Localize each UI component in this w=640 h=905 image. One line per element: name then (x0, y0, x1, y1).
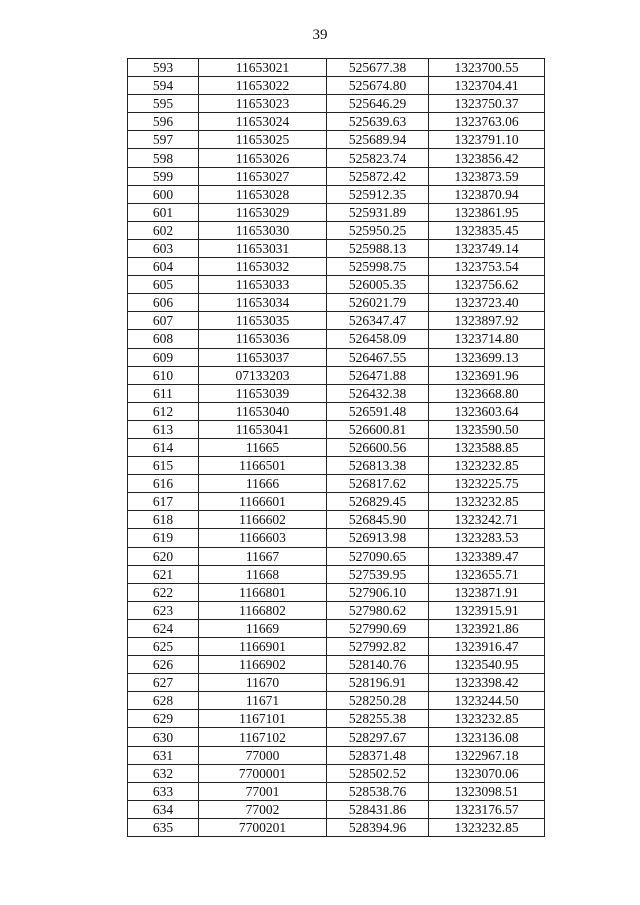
row-number-cell: 604 (128, 258, 199, 276)
x-coordinate-cell: 527539.95 (327, 565, 429, 583)
table-row (128, 583, 545, 601)
x-coordinate-cell: 526591.48 (327, 402, 429, 420)
y-coordinate-cell: 1323232.85 (429, 710, 545, 728)
row-number-cell: 611 (128, 384, 199, 402)
point-code-cell: 11653035 (199, 312, 327, 330)
point-code-cell: 11671 (199, 692, 327, 710)
point-code-cell: 77002 (199, 800, 327, 818)
x-coordinate-cell: 528255.38 (327, 710, 429, 728)
y-coordinate-cell: 1323699.13 (429, 348, 545, 366)
row-number-cell: 609 (128, 348, 199, 366)
table-row (128, 638, 545, 656)
point-code-cell: 11653022 (199, 77, 327, 95)
x-coordinate-cell: 525872.42 (327, 167, 429, 185)
point-code-cell: 1166802 (199, 601, 327, 619)
table-row (128, 728, 545, 746)
table-row (128, 95, 545, 113)
point-code-cell: 11653023 (199, 95, 327, 113)
y-coordinate-cell: 1323921.86 (429, 619, 545, 637)
y-coordinate-cell: 1323540.95 (429, 656, 545, 674)
point-code-cell: 11666 (199, 475, 327, 493)
table-row (128, 547, 545, 565)
y-coordinate-cell: 1323763.06 (429, 113, 545, 131)
row-number-cell: 593 (128, 59, 199, 77)
table-row (128, 457, 545, 475)
y-coordinate-cell: 1323098.51 (429, 782, 545, 800)
table-body (128, 59, 545, 837)
table-row (128, 601, 545, 619)
x-coordinate-cell: 526817.62 (327, 475, 429, 493)
y-coordinate-cell: 1323691.96 (429, 366, 545, 384)
y-coordinate-cell: 1323176.57 (429, 800, 545, 818)
y-coordinate-cell: 1323232.85 (429, 457, 545, 475)
row-number-cell: 627 (128, 674, 199, 692)
table-row (128, 366, 545, 384)
x-coordinate-cell: 525950.25 (327, 221, 429, 239)
point-code-cell: 1166801 (199, 583, 327, 601)
x-coordinate-cell: 526913.98 (327, 529, 429, 547)
row-number-cell: 615 (128, 457, 199, 475)
y-coordinate-cell: 1323791.10 (429, 131, 545, 149)
point-code-cell: 11653026 (199, 149, 327, 167)
row-number-cell: 594 (128, 77, 199, 95)
x-coordinate-cell: 528371.48 (327, 746, 429, 764)
x-coordinate-cell: 526600.56 (327, 438, 429, 456)
y-coordinate-cell: 1323283.53 (429, 529, 545, 547)
point-code-cell: 7700201 (199, 818, 327, 836)
x-coordinate-cell: 526845.90 (327, 511, 429, 529)
row-number-cell: 624 (128, 619, 199, 637)
point-code-cell: 11653036 (199, 330, 327, 348)
row-number-cell: 631 (128, 746, 199, 764)
x-coordinate-cell: 525823.74 (327, 149, 429, 167)
point-code-cell: 1166501 (199, 457, 327, 475)
row-number-cell: 598 (128, 149, 199, 167)
y-coordinate-cell: 1323588.85 (429, 438, 545, 456)
y-coordinate-cell: 1323835.45 (429, 221, 545, 239)
row-number-cell: 634 (128, 800, 199, 818)
y-coordinate-cell: 1323700.55 (429, 59, 545, 77)
y-coordinate-cell: 1323871.91 (429, 583, 545, 601)
row-number-cell: 608 (128, 330, 199, 348)
table-row (128, 402, 545, 420)
y-coordinate-cell: 1323870.94 (429, 185, 545, 203)
row-number-cell: 596 (128, 113, 199, 131)
table-row (128, 258, 545, 276)
table-row (128, 565, 545, 583)
table-row (128, 420, 545, 438)
x-coordinate-cell: 526021.79 (327, 294, 429, 312)
table-row (128, 782, 545, 800)
point-code-cell: 11667 (199, 547, 327, 565)
y-coordinate-cell: 1323856.42 (429, 149, 545, 167)
y-coordinate-cell: 1323749.14 (429, 239, 545, 257)
row-number-cell: 600 (128, 185, 199, 203)
x-coordinate-cell: 528297.67 (327, 728, 429, 746)
y-coordinate-cell: 1323704.41 (429, 77, 545, 95)
y-coordinate-cell: 1323603.64 (429, 402, 545, 420)
table-row (128, 692, 545, 710)
row-number-cell: 635 (128, 818, 199, 836)
point-code-cell: 11669 (199, 619, 327, 637)
y-coordinate-cell: 1323668.80 (429, 384, 545, 402)
coordinates-table (127, 58, 545, 837)
point-code-cell: 11670 (199, 674, 327, 692)
point-code-cell: 11653032 (199, 258, 327, 276)
x-coordinate-cell: 526432.38 (327, 384, 429, 402)
table-row (128, 203, 545, 221)
point-code-cell: 1166602 (199, 511, 327, 529)
table-row (128, 294, 545, 312)
point-code-cell: 77001 (199, 782, 327, 800)
y-coordinate-cell: 1323714.80 (429, 330, 545, 348)
x-coordinate-cell: 526458.09 (327, 330, 429, 348)
x-coordinate-cell: 525988.13 (327, 239, 429, 257)
row-number-cell: 618 (128, 511, 199, 529)
table-row (128, 529, 545, 547)
table-row (128, 438, 545, 456)
table-row (128, 276, 545, 294)
x-coordinate-cell: 526005.35 (327, 276, 429, 294)
y-coordinate-cell: 1323756.62 (429, 276, 545, 294)
x-coordinate-cell: 525912.35 (327, 185, 429, 203)
table-row (128, 818, 545, 836)
table-row (128, 493, 545, 511)
y-coordinate-cell: 1323232.85 (429, 493, 545, 511)
point-code-cell: 11653039 (199, 384, 327, 402)
point-code-cell: 1166902 (199, 656, 327, 674)
row-number-cell: 607 (128, 312, 199, 330)
x-coordinate-cell: 525639.63 (327, 113, 429, 131)
row-number-cell: 628 (128, 692, 199, 710)
row-number-cell: 632 (128, 764, 199, 782)
table-row (128, 475, 545, 493)
point-code-cell: 1167101 (199, 710, 327, 728)
x-coordinate-cell: 525998.75 (327, 258, 429, 276)
y-coordinate-cell: 1323873.59 (429, 167, 545, 185)
point-code-cell: 11665 (199, 438, 327, 456)
row-number-cell: 605 (128, 276, 199, 294)
row-number-cell: 621 (128, 565, 199, 583)
x-coordinate-cell: 526467.55 (327, 348, 429, 366)
table-row (128, 221, 545, 239)
y-coordinate-cell: 1323655.71 (429, 565, 545, 583)
y-coordinate-cell: 1323753.54 (429, 258, 545, 276)
x-coordinate-cell: 527990.69 (327, 619, 429, 637)
x-coordinate-cell: 525646.29 (327, 95, 429, 113)
x-coordinate-cell: 528250.28 (327, 692, 429, 710)
x-coordinate-cell: 526813.38 (327, 457, 429, 475)
x-coordinate-cell: 528538.76 (327, 782, 429, 800)
y-coordinate-cell: 1323750.37 (429, 95, 545, 113)
point-code-cell: 11653021 (199, 59, 327, 77)
table-row (128, 185, 545, 203)
row-number-cell: 599 (128, 167, 199, 185)
table-row (128, 764, 545, 782)
table-row (128, 619, 545, 637)
y-coordinate-cell: 1323136.08 (429, 728, 545, 746)
x-coordinate-cell: 528140.76 (327, 656, 429, 674)
x-coordinate-cell: 526471.88 (327, 366, 429, 384)
x-coordinate-cell: 525931.89 (327, 203, 429, 221)
y-coordinate-cell: 1323916.47 (429, 638, 545, 656)
y-coordinate-cell: 1323242.71 (429, 511, 545, 529)
point-code-cell: 11653040 (199, 402, 327, 420)
x-coordinate-cell: 528196.91 (327, 674, 429, 692)
x-coordinate-cell: 526829.45 (327, 493, 429, 511)
row-number-cell: 625 (128, 638, 199, 656)
y-coordinate-cell: 1322967.18 (429, 746, 545, 764)
y-coordinate-cell: 1323861.95 (429, 203, 545, 221)
table-row (128, 239, 545, 257)
table-row (128, 348, 545, 366)
x-coordinate-cell: 527906.10 (327, 583, 429, 601)
point-code-cell: 1166603 (199, 529, 327, 547)
row-number-cell: 620 (128, 547, 199, 565)
table-row (128, 710, 545, 728)
point-code-cell: 1166601 (199, 493, 327, 511)
y-coordinate-cell: 1323244.50 (429, 692, 545, 710)
point-code-cell: 11653034 (199, 294, 327, 312)
y-coordinate-cell: 1323389.47 (429, 547, 545, 565)
point-code-cell: 11653041 (199, 420, 327, 438)
point-code-cell: 11653030 (199, 221, 327, 239)
x-coordinate-cell: 528431.86 (327, 800, 429, 818)
table-row (128, 511, 545, 529)
row-number-cell: 597 (128, 131, 199, 149)
table-row (128, 131, 545, 149)
x-coordinate-cell: 525677.38 (327, 59, 429, 77)
y-coordinate-cell: 1323897.92 (429, 312, 545, 330)
page-number: 39 (312, 27, 328, 43)
row-number-cell: 614 (128, 438, 199, 456)
point-code-cell: 11653024 (199, 113, 327, 131)
point-code-cell: 1167102 (199, 728, 327, 746)
table-row (128, 167, 545, 185)
point-code-cell: 11653025 (199, 131, 327, 149)
table-row (128, 656, 545, 674)
point-code-cell: 1166901 (199, 638, 327, 656)
x-coordinate-cell: 527992.82 (327, 638, 429, 656)
y-coordinate-cell: 1323915.91 (429, 601, 545, 619)
y-coordinate-cell: 1323723.40 (429, 294, 545, 312)
table-row (128, 384, 545, 402)
row-number-cell: 595 (128, 95, 199, 113)
table-row (128, 312, 545, 330)
point-code-cell: 07133203 (199, 366, 327, 384)
table-row (128, 113, 545, 131)
point-code-cell: 11653028 (199, 185, 327, 203)
x-coordinate-cell: 527090.65 (327, 547, 429, 565)
point-code-cell: 11653031 (199, 239, 327, 257)
x-coordinate-cell: 525689.94 (327, 131, 429, 149)
x-coordinate-cell: 525674.80 (327, 77, 429, 95)
table-row (128, 674, 545, 692)
table-row (128, 746, 545, 764)
y-coordinate-cell: 1323590.50 (429, 420, 545, 438)
row-number-cell: 616 (128, 475, 199, 493)
table-row (128, 800, 545, 818)
row-number-cell: 630 (128, 728, 199, 746)
point-code-cell: 11653037 (199, 348, 327, 366)
y-coordinate-cell: 1323070.06 (429, 764, 545, 782)
row-number-cell: 633 (128, 782, 199, 800)
x-coordinate-cell: 526347.47 (327, 312, 429, 330)
table-row (128, 149, 545, 167)
table-row (128, 77, 545, 95)
x-coordinate-cell: 526600.81 (327, 420, 429, 438)
table-row (128, 330, 545, 348)
y-coordinate-cell: 1323225.75 (429, 475, 545, 493)
y-coordinate-cell: 1323232.85 (429, 818, 545, 836)
point-code-cell: 77000 (199, 746, 327, 764)
row-number-cell: 629 (128, 710, 199, 728)
row-number-cell: 622 (128, 583, 199, 601)
y-coordinate-cell: 1323398.42 (429, 674, 545, 692)
row-number-cell: 603 (128, 239, 199, 257)
x-coordinate-cell: 528502.52 (327, 764, 429, 782)
point-code-cell: 7700001 (199, 764, 327, 782)
row-number-cell: 606 (128, 294, 199, 312)
point-code-cell: 11653027 (199, 167, 327, 185)
row-number-cell: 610 (128, 366, 199, 384)
row-number-cell: 617 (128, 493, 199, 511)
row-number-cell: 602 (128, 221, 199, 239)
row-number-cell: 619 (128, 529, 199, 547)
point-code-cell: 11653033 (199, 276, 327, 294)
row-number-cell: 612 (128, 402, 199, 420)
table-row (128, 59, 545, 77)
row-number-cell: 601 (128, 203, 199, 221)
point-code-cell: 11668 (199, 565, 327, 583)
row-number-cell: 613 (128, 420, 199, 438)
row-number-cell: 623 (128, 601, 199, 619)
row-number-cell: 626 (128, 656, 199, 674)
x-coordinate-cell: 527980.62 (327, 601, 429, 619)
point-code-cell: 11653029 (199, 203, 327, 221)
x-coordinate-cell: 528394.96 (327, 818, 429, 836)
